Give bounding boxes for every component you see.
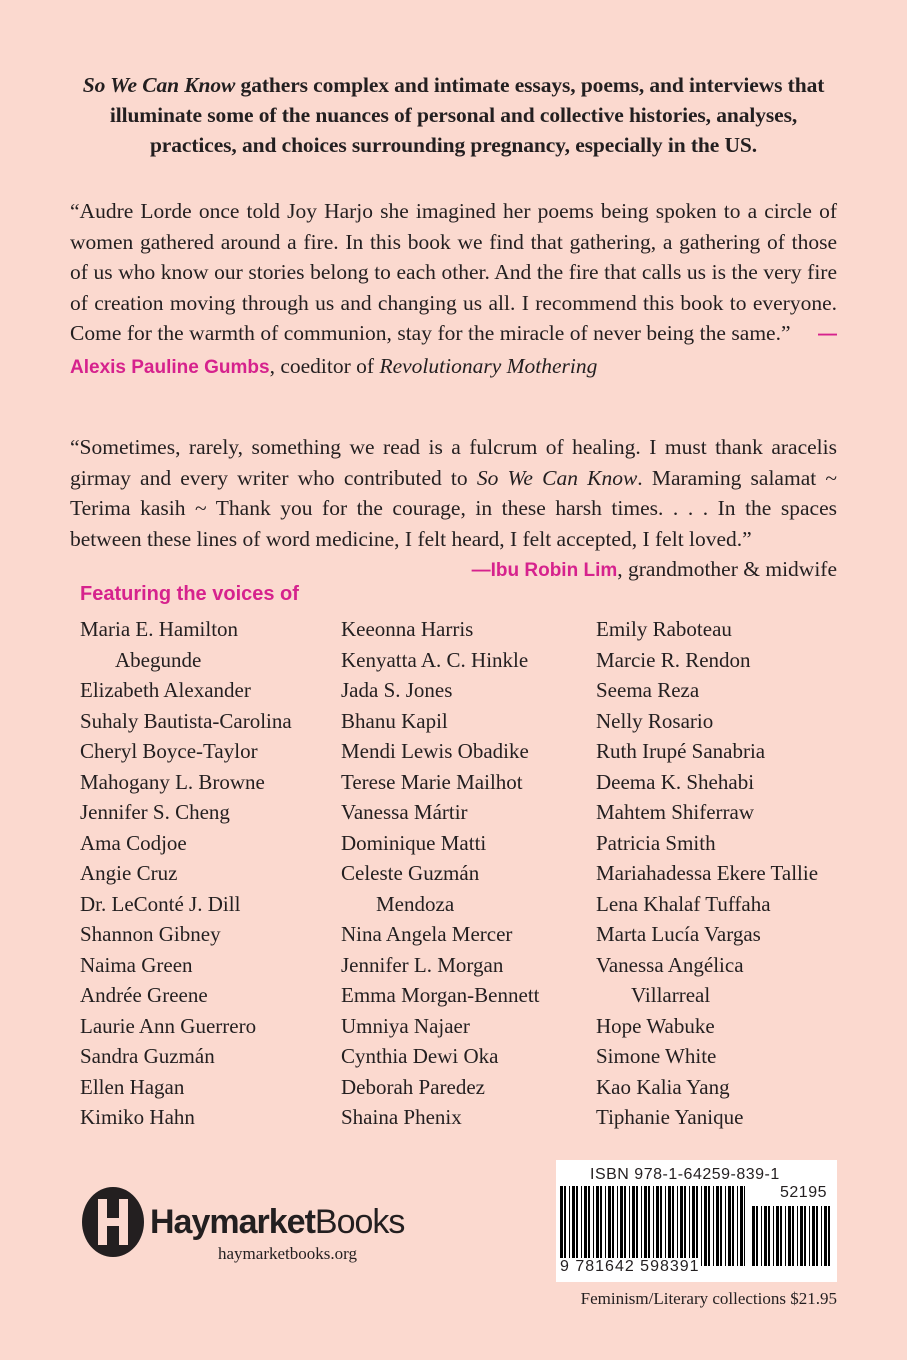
- contributor-name: Vanessa Angélica: [596, 952, 744, 977]
- isbn-barcode: [556, 1160, 837, 1282]
- barcode-stripe: [596, 1186, 599, 1266]
- quote-role: , grandmother & midwife: [617, 557, 837, 581]
- contributor-name: Ruth Irupé Sanabria: [596, 739, 766, 763]
- contributor-name: Elizabeth Alexander: [80, 678, 251, 702]
- contributor-name: Emily Raboteau: [596, 617, 732, 641]
- barcode-stripe: [713, 1186, 714, 1266]
- contributor-name: Ama Codjoe: [80, 830, 187, 855]
- description-blurb: [70, 70, 837, 160]
- barcode-stripe: [720, 1186, 722, 1266]
- quote-text: “Audre Lorde once told Joy Harjo she imagined her poems being spoken to a circle of women gathered around a fire. In this book we find that gathering, a gathering of those of us who know our stories belong to each other. And the fire that calls us is the very fire of creation moving through us and changing us all. I recommend this book to everyone. Come for the warmth of communion, stay for the miracle of never being the same.”: [70, 199, 837, 345]
- barcode-stripe: [581, 1186, 582, 1266]
- barcode-stripe: [708, 1186, 710, 1266]
- barcode-stripe: [641, 1186, 642, 1266]
- contributor-name: Mendoza: [376, 891, 455, 916]
- barcode-stripe: [684, 1186, 686, 1266]
- barcode-stripe: [816, 1206, 818, 1266]
- barcode-stripe: [812, 1206, 815, 1266]
- barcode-stripe: [593, 1186, 594, 1266]
- quote-role: , coeditor of: [269, 353, 380, 378]
- isbn-digits: 9 781642 598391: [560, 1258, 700, 1275]
- barcode-stripe: [800, 1206, 803, 1266]
- contributor-name: Kao Kalia Yang: [596, 1074, 730, 1099]
- contributor-name: Deema K. Shehabi: [596, 769, 755, 794]
- contributor-name: Jennifer S. Cheng: [80, 800, 230, 824]
- barcode-stripe: [788, 1206, 791, 1266]
- contributor-name: Keeonna Harris: [341, 617, 474, 641]
- barcode-stripe: [824, 1206, 827, 1266]
- contributor-name: Dr. LeConté J. Dill: [80, 891, 241, 916]
- contributor-name: Ellen Hagan: [80, 1074, 185, 1099]
- barcode-stripe: [732, 1186, 734, 1266]
- contributor-name: Kenyatta A. C. Hinkle: [341, 647, 529, 672]
- quote-attribution: [70, 554, 837, 587]
- contributor-name: Emma Morgan-Bennett: [341, 983, 540, 1007]
- barcode-stripe: [672, 1186, 674, 1266]
- barcode-stripe: [728, 1186, 731, 1266]
- barcode-stripe: [653, 1186, 654, 1266]
- contributor-name: Mendi Lewis Obadike: [341, 739, 529, 763]
- contributor-name: Bhanu Kapil: [341, 708, 448, 733]
- barcode-stripe: [632, 1186, 635, 1266]
- barcode-stripe: [744, 1186, 745, 1266]
- barcode-stripe: [780, 1206, 782, 1266]
- barcode-stripe: [737, 1186, 738, 1266]
- barcode-stripe: [740, 1186, 743, 1266]
- barcode-stripe: [797, 1206, 798, 1266]
- barcode-stripe: [572, 1186, 575, 1266]
- barcode-stripe: [785, 1206, 786, 1266]
- barcode-stripe: [773, 1206, 774, 1266]
- barcode-stripe: [588, 1186, 590, 1266]
- barcode-stripe: [560, 1186, 563, 1266]
- barcode-stripe: [752, 1206, 755, 1266]
- barcode-stripe: [668, 1186, 671, 1266]
- contributor-name: Nina Angela Mercer: [341, 922, 513, 946]
- testimonial-gumbs: [70, 196, 837, 383]
- barcode-stripe: [764, 1206, 767, 1266]
- barcode-stripe: [564, 1186, 566, 1266]
- barcode-stripe: [776, 1206, 779, 1266]
- contributor-name: Maria E. Hamilton: [80, 617, 239, 641]
- contributor-name: Mahtem Shiferraw: [596, 800, 755, 824]
- contributor-name: Villarreal: [631, 983, 711, 1007]
- barcode-stripe: [644, 1186, 647, 1266]
- barcode-stripe: [821, 1206, 822, 1266]
- contributor-name: Sandra Guzmán: [80, 1044, 215, 1068]
- contributor-name: Mariahadessa Ekere Tallie: [596, 861, 819, 885]
- barcode-stripe: [761, 1206, 762, 1266]
- contributor-name: Jada S. Jones: [341, 678, 453, 702]
- barcode-stripe: [704, 1186, 707, 1266]
- contributors-column-1: [80, 614, 292, 1133]
- book-title: So We Can Know: [82, 73, 236, 97]
- barcode-stripe: [680, 1186, 683, 1266]
- contributor-name: Mahogany L. Browne: [80, 769, 265, 794]
- contributor-name: Patricia Smith: [596, 830, 716, 855]
- contributor-name: Marcie R. Rendon: [596, 647, 751, 672]
- contributor-name: Cynthia Dewi Oka: [341, 1044, 499, 1068]
- barcode-stripe: [804, 1206, 806, 1266]
- barcode-stripe: [617, 1186, 618, 1266]
- barcode-stripe: [605, 1186, 606, 1266]
- price-barcode-icon: [752, 1206, 830, 1266]
- contributor-name: Naima Green: [80, 952, 193, 977]
- contributor-name: Shaina Phenix: [341, 1105, 462, 1129]
- price-code: 52195: [780, 1184, 827, 1201]
- contributor-name: Vanessa Mártir: [341, 800, 468, 824]
- barcode-stripe: [756, 1206, 758, 1266]
- contributor-name: Abegunde: [115, 647, 202, 672]
- barcode-stripe: [624, 1186, 626, 1266]
- contributor-name: Laurie Ann Guerrero: [80, 1013, 257, 1038]
- contributor-name: Suhaly Bautista-Carolina: [80, 708, 292, 733]
- contributors-column-3: [596, 614, 818, 1133]
- barcode-stripe: [660, 1186, 662, 1266]
- publisher-name: HaymarketBooks: [150, 1203, 405, 1241]
- contributor-name: Umniya Najaer: [341, 1013, 470, 1038]
- barcode-stripe: [689, 1186, 690, 1266]
- contributor-name: Andrée Greene: [80, 983, 208, 1007]
- barcode-stripe: [576, 1186, 578, 1266]
- quote-book-title: So We Can Know: [476, 465, 638, 490]
- quote-author: —Ibu Robin Lim: [471, 560, 618, 581]
- contributor-name: Dominique Matti: [341, 830, 487, 855]
- barcode-stripe: [792, 1206, 794, 1266]
- contributor-name: Nelly Rosario: [596, 708, 714, 733]
- barcode-stripe: [828, 1206, 830, 1266]
- barcode-stripe: [612, 1186, 614, 1266]
- barcode-stripe: [768, 1206, 770, 1266]
- contributor-name: Seema Reza: [596, 678, 700, 702]
- contributor-name: Tiphanie Yanique: [596, 1105, 744, 1129]
- contributor-name: Angie Cruz: [80, 861, 178, 885]
- barcode-stripe: [629, 1186, 630, 1266]
- contributor-name: Hope Wabuke: [596, 1013, 715, 1038]
- contributor-name: Jennifer L. Morgan: [341, 952, 504, 977]
- contributor-name: Simone White: [596, 1044, 717, 1068]
- barcode-stripe: [600, 1186, 602, 1266]
- contributor-name: Terese Marie Mailhot: [341, 769, 523, 794]
- barcode-stripe: [656, 1186, 659, 1266]
- barcode-stripe: [701, 1186, 702, 1266]
- quote-role-title: Revolutionary Mothering: [379, 353, 598, 378]
- barcode-stripe: [677, 1186, 678, 1266]
- contributors-column-2: [341, 614, 540, 1133]
- barcode-stripe: [725, 1186, 726, 1266]
- contributor-name: Shannon Gibney: [80, 922, 221, 946]
- barcode-stripe: [696, 1186, 698, 1266]
- barcode-icon: [560, 1186, 745, 1266]
- testimonial-lim: [70, 432, 837, 587]
- quote-author: —Alexis Pauline Gumbs: [70, 324, 837, 378]
- barcode-stripe: [584, 1186, 587, 1266]
- contributor-name: Deborah Paredez: [341, 1074, 486, 1099]
- category-price: Feminism/Literary collections $21.95: [580, 1289, 837, 1308]
- quote-text-a: “Sometimes, rarely, something we read is a fulcrum of healing. I must thank aracelis girmay and every writer who contributed to: [70, 435, 837, 490]
- blurb-text: gathers complex and intimate essays, poems, and interviews that illuminate some of the nuances of personal and collective histories, analyses, practices, and choices surrounding pregnancy, especially in the US.: [109, 73, 825, 157]
- barcode-stripe: [809, 1206, 810, 1266]
- publisher-url: haymarketbooks.org: [218, 1244, 357, 1263]
- barcode-stripe: [608, 1186, 611, 1266]
- barcode-stripe: [665, 1186, 666, 1266]
- barcode-stripe: [716, 1186, 719, 1266]
- barcode-stripe: [648, 1186, 650, 1266]
- barcode-stripe: [636, 1186, 638, 1266]
- featuring-heading: Featuring the voices of: [80, 583, 299, 605]
- contributor-name: Marta Lucía Vargas: [596, 922, 761, 946]
- contributor-name: Cheryl Boyce-Taylor: [80, 739, 258, 763]
- contributor-name: Celeste Guzmán: [341, 861, 480, 885]
- quote-text-b: . Maraming salamat ~ Terima kasih ~ Thank you for the courage, in these harsh times. . . . In the spaces between these lines of word medicine, I felt heard, I felt accepted, I felt loved.”: [70, 465, 838, 551]
- barcode-stripe: [569, 1186, 570, 1266]
- isbn-label: ISBN 978-1-64259-839-1: [590, 1166, 780, 1183]
- contributor-name: Lena Khalaf Tuffaha: [596, 891, 771, 916]
- barcode-stripe: [620, 1186, 623, 1266]
- barcode-stripe: [692, 1186, 695, 1266]
- haymarket-h-icon: [80, 1185, 146, 1259]
- contributor-name: Kimiko Hahn: [80, 1105, 195, 1129]
